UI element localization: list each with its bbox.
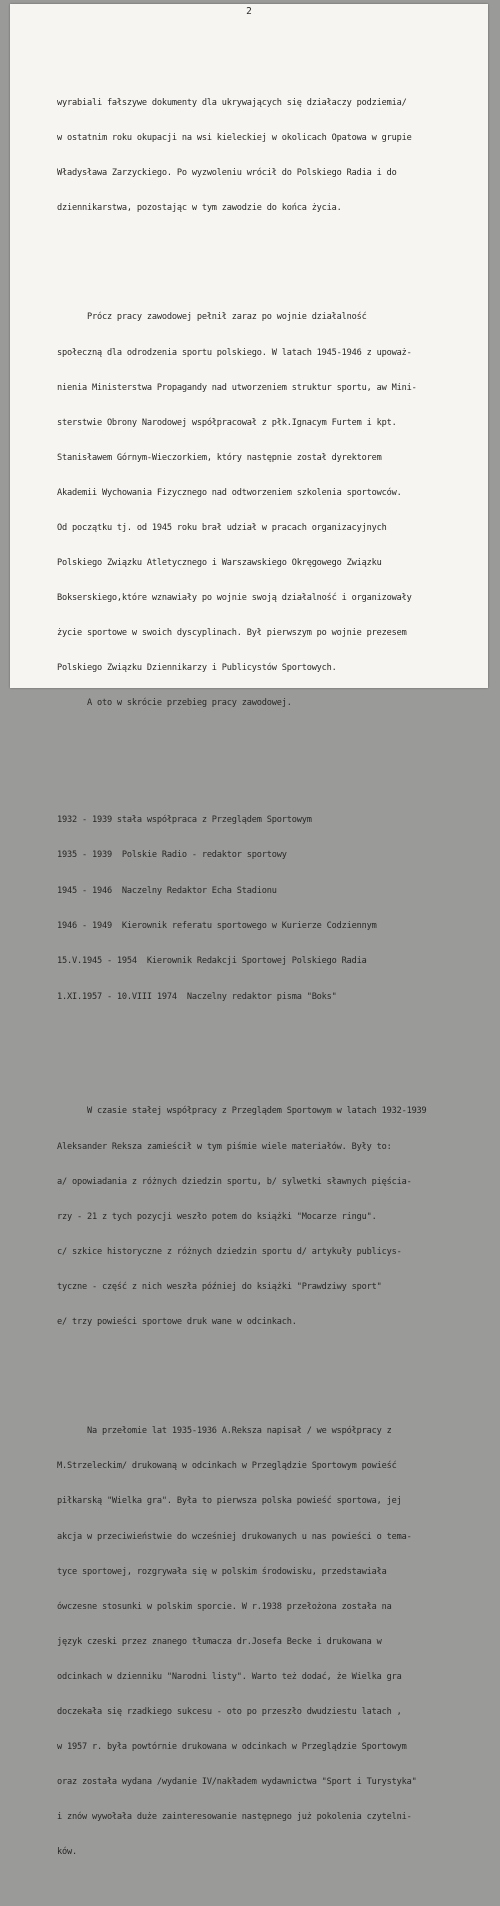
text-line: język czeski przez znanego tłumacza dr.Josefa Becke i drukowana w — [57, 1636, 382, 1647]
text-line: Polskiego Związku Dziennikarzy i Publicystów Sportowych. — [57, 663, 337, 674]
timeline-entry: 15.V.1945 - 1954 Kierownik Redakcji Sportowej Polskiego Radia — [57, 956, 367, 967]
timeline-entry: 1.XI.1957 - 10.VIII 1974 Naczelny redaktor pisma "Boks" — [57, 991, 337, 1002]
paragraph-2 — [57, 289, 471, 734]
text-line: wyrabiali fałszywe dokumenty dla ukrywających się działaczy podziemia/ — [57, 97, 407, 108]
text-line: życie sportowe w swoich dyscyplinach. Był pierwszym po wojnie prezesem — [57, 628, 407, 639]
text-line: akcja w przeciwieństwie do wcześniej drukowanych u nas powieści o tema- — [57, 1531, 412, 1542]
text-line: Władysława Zarzyckiego. Po wyzwoleniu wrócił do Polskiego Radia i do — [57, 168, 397, 178]
paragraph-3 — [57, 1083, 471, 1352]
text-line: Stanisławem Górnym-Wieczorkiem, który następnie został dyrektorem — [57, 452, 382, 463]
page-number: 2 — [246, 6, 252, 17]
text-line: e/ trzy powieści sportowe druk wane w odcinkach. — [57, 1316, 297, 1327]
text-line: tyce sportowej, rozgrywała się w polskim środowisku, przedstawiała — [57, 1566, 387, 1577]
paragraph-4 — [57, 1403, 471, 1883]
text-line: Od początku tj. od 1945 roku brał udział w pracach organizacyjnych — [57, 522, 387, 533]
timeline-entry: 1946 - 1949 Kierownik referatu sportowego w Kurierze Codziennym — [57, 920, 377, 931]
text-line: a/ opowiadania z różnych dziedzin sportu, b/ sylwetki sławnych pięścia- — [57, 1176, 412, 1187]
text-line: odcinkach w dzienniku "Narodni listy". Warto też dodać, że Wielka gra — [57, 1671, 402, 1682]
timeline-entry: 1932 - 1939 stała współpraca z Przeglądem Sportowym — [57, 814, 312, 825]
text-line: rzy - 21 z tych pozycji weszło potem do książki "Mocarze ringu". — [57, 1211, 377, 1222]
text-line: ówczesne stosunki w polskim sporcie. W r.1938 przełożona została na — [57, 1601, 392, 1612]
document-page — [10, 4, 488, 1858]
text-line: i znów wywołała duże zainteresowanie następnego już pokolenia czytelni- — [57, 1812, 412, 1823]
text-line: Akademii Wychowania Fizycznego nad odtworzeniem szkolenia sportowców. — [57, 487, 402, 498]
text-line: Bokserskiego,które wznawiały po wojnie swoją działalność i organizowały — [57, 593, 412, 604]
text-line: M.Strzeleckim/ drukowaną w odcinkach w Przeglądzie Sportowym powieść — [57, 1461, 397, 1472]
text-line: społeczną dla odrodzenia sportu polskiego. W latach 1945-1946 z upoważ- — [57, 347, 412, 358]
text-line: tyczne - część z nich weszła później do książki "Prawdziwy sport" — [57, 1281, 382, 1292]
text-line: A oto w skrócie przebieg pracy zawodowej. — [57, 698, 292, 709]
text-line: nienia Ministerstwa Propagandy nad utworzeniem struktur sportu, aw Mini- — [57, 382, 417, 393]
text-line: ków. — [57, 1847, 77, 1858]
text-line: Polskiego Związku Atletycznego i Warszawskiego Okręgowego Związku — [57, 558, 382, 569]
text-line: doczekała się rzadkiego sukcesu - oto po przeszło dwudziestu latach , — [57, 1707, 402, 1718]
text-line: piłkarską "Wielka gra". Była to pierwsza polska powieść sportowa, jej — [57, 1496, 402, 1507]
text-line: Prócz pracy zawodowej pełnił zaraz po wojnie działalność — [57, 312, 367, 323]
timeline-entry: 1945 - 1946 Naczelny Redaktor Echa Stadionu — [57, 885, 277, 896]
text-line: sterstwie Obrony Narodowej współpracował z płk.Ignacym Furtem i kpt. — [57, 417, 397, 428]
text-line: w ostatnim roku okupacji na wsi kieleckiej w okolicach Opatowa w grupie — [57, 132, 412, 143]
text-line: oraz została wydana /wydanie IV/nakładem wydawnictwa "Sport i Turystyka" — [57, 1777, 417, 1788]
paragraph-1 — [57, 74, 471, 238]
text-line: Na przełomie lat 1935-1936 A.Reksza napisał / we współpracy z — [57, 1426, 392, 1437]
text-line: dziennikarstwa, pozostając w tym zawodzie do końca życia. — [57, 203, 342, 214]
text-line: w 1957 r. była powtórnie drukowana w odcinkach w Przeglądzie Sportowym — [57, 1742, 407, 1753]
text-line: W czasie stałej współpracy z Przeglądem Sportowym w latach 1932-1939 — [57, 1106, 427, 1117]
career-timeline — [57, 790, 471, 1026]
text-line: Aleksander Reksza zamieścił w tym piśmie wiele materiałów. Były to: — [57, 1141, 392, 1152]
timeline-entry: 1935 - 1939 Polskie Radio - redaktor sportowy — [57, 850, 287, 861]
document-body — [57, 51, 471, 1906]
text-line: c/ szkice historyczne z różnych dziedzin sportu d/ artykuły publicys- — [57, 1246, 402, 1257]
